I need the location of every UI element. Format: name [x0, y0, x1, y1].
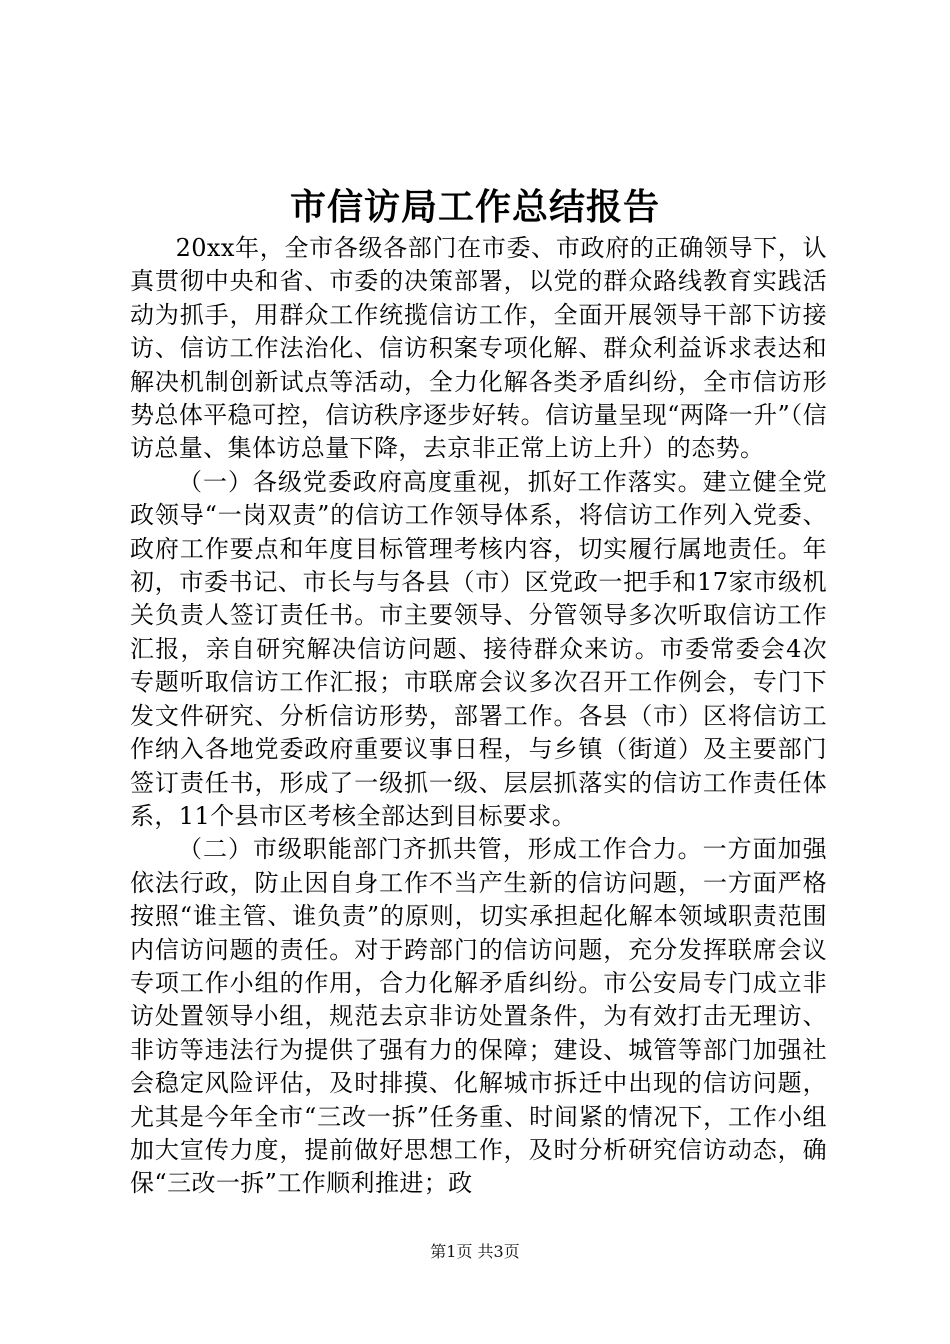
- document-body: [130, 232, 827, 1201]
- paragraph-intro: 20xx年，全市各级各部门在市委、市政府的正确领导下，认真贯彻中央和省、市委的决策部署，以党的群众路线教育实践活动为抓手，用群众工作统揽信访工作，全面开展领导干部下访接访、信访工作法治化、信访积案专项化解、群众利益诉求表达和解决机制创新试点等活动，全力化解各类矛盾纠纷，全市信访形势总体平稳可控，信访秩序逐步好转。信访量呈现“两降一升”（信访总量、集体访总量下降，去京非正常上访上升）的态势。: [130, 234, 827, 463]
- paragraph-section-1: （一）各级党委政府高度重视，抓好工作落实。建立健全党政领导“一岗双责”的信访工作领导体系，将信访工作列入党委、政府工作要点和年度目标管理考核内容，切实履行属地责任。年初，市委书记、市长与与各县（市）区党政一把手和17家市级机关负责人签订责任书。市主要领导、分管领导多次听取信访工作汇报，亲自研究解决信访问题、接待群众来访。市委常委会4次专题听取信访工作汇报；市联席会议多次召开工作例会，专门下发文件研究、分析信访形势，部署工作。各县（市）区将信访工作纳入各地党委政府重要议事日程，与乡镇（街道）及主要部门签订责任书，形成了一级抓一级、层层抓落实的信访工作责任体系，11个县市区考核全部达到目标要求。: [130, 467, 827, 830]
- paragraph-section-2: （二）市级职能部门齐抓共管，形成工作合力。一方面加强依法行政，防止因自身工作不当产生新的信访问题，一方面严格按照“谁主管、谁负责”的原则，切实承担起化解本领域职责范围内信访问题的责任。对于跨部门的信访问题，充分发挥联席会议专项工作小组的作用，合力化解矛盾纠纷。市公安局专门成立非访处置领导小组，规范去京非访处置条件，为有效打击无理访、非访等违法行为提供了强有力的保障；建设、城管等部门加强社会稳定风险评估，及时排摸、化解城市拆迁中出现的信访问题，尤其是今年全市“三改一拆”任务重、时间紧的情况下，工作小组加大宣传力度，提前做好思想工作，及时分析研究信访动态，确保“三改一拆”工作顺利推进；政: [130, 835, 827, 1198]
- page-number-footer: 第1页 共3页: [430, 1242, 520, 1261]
- document-title: 市信访局工作总结报告: [289, 187, 660, 228]
